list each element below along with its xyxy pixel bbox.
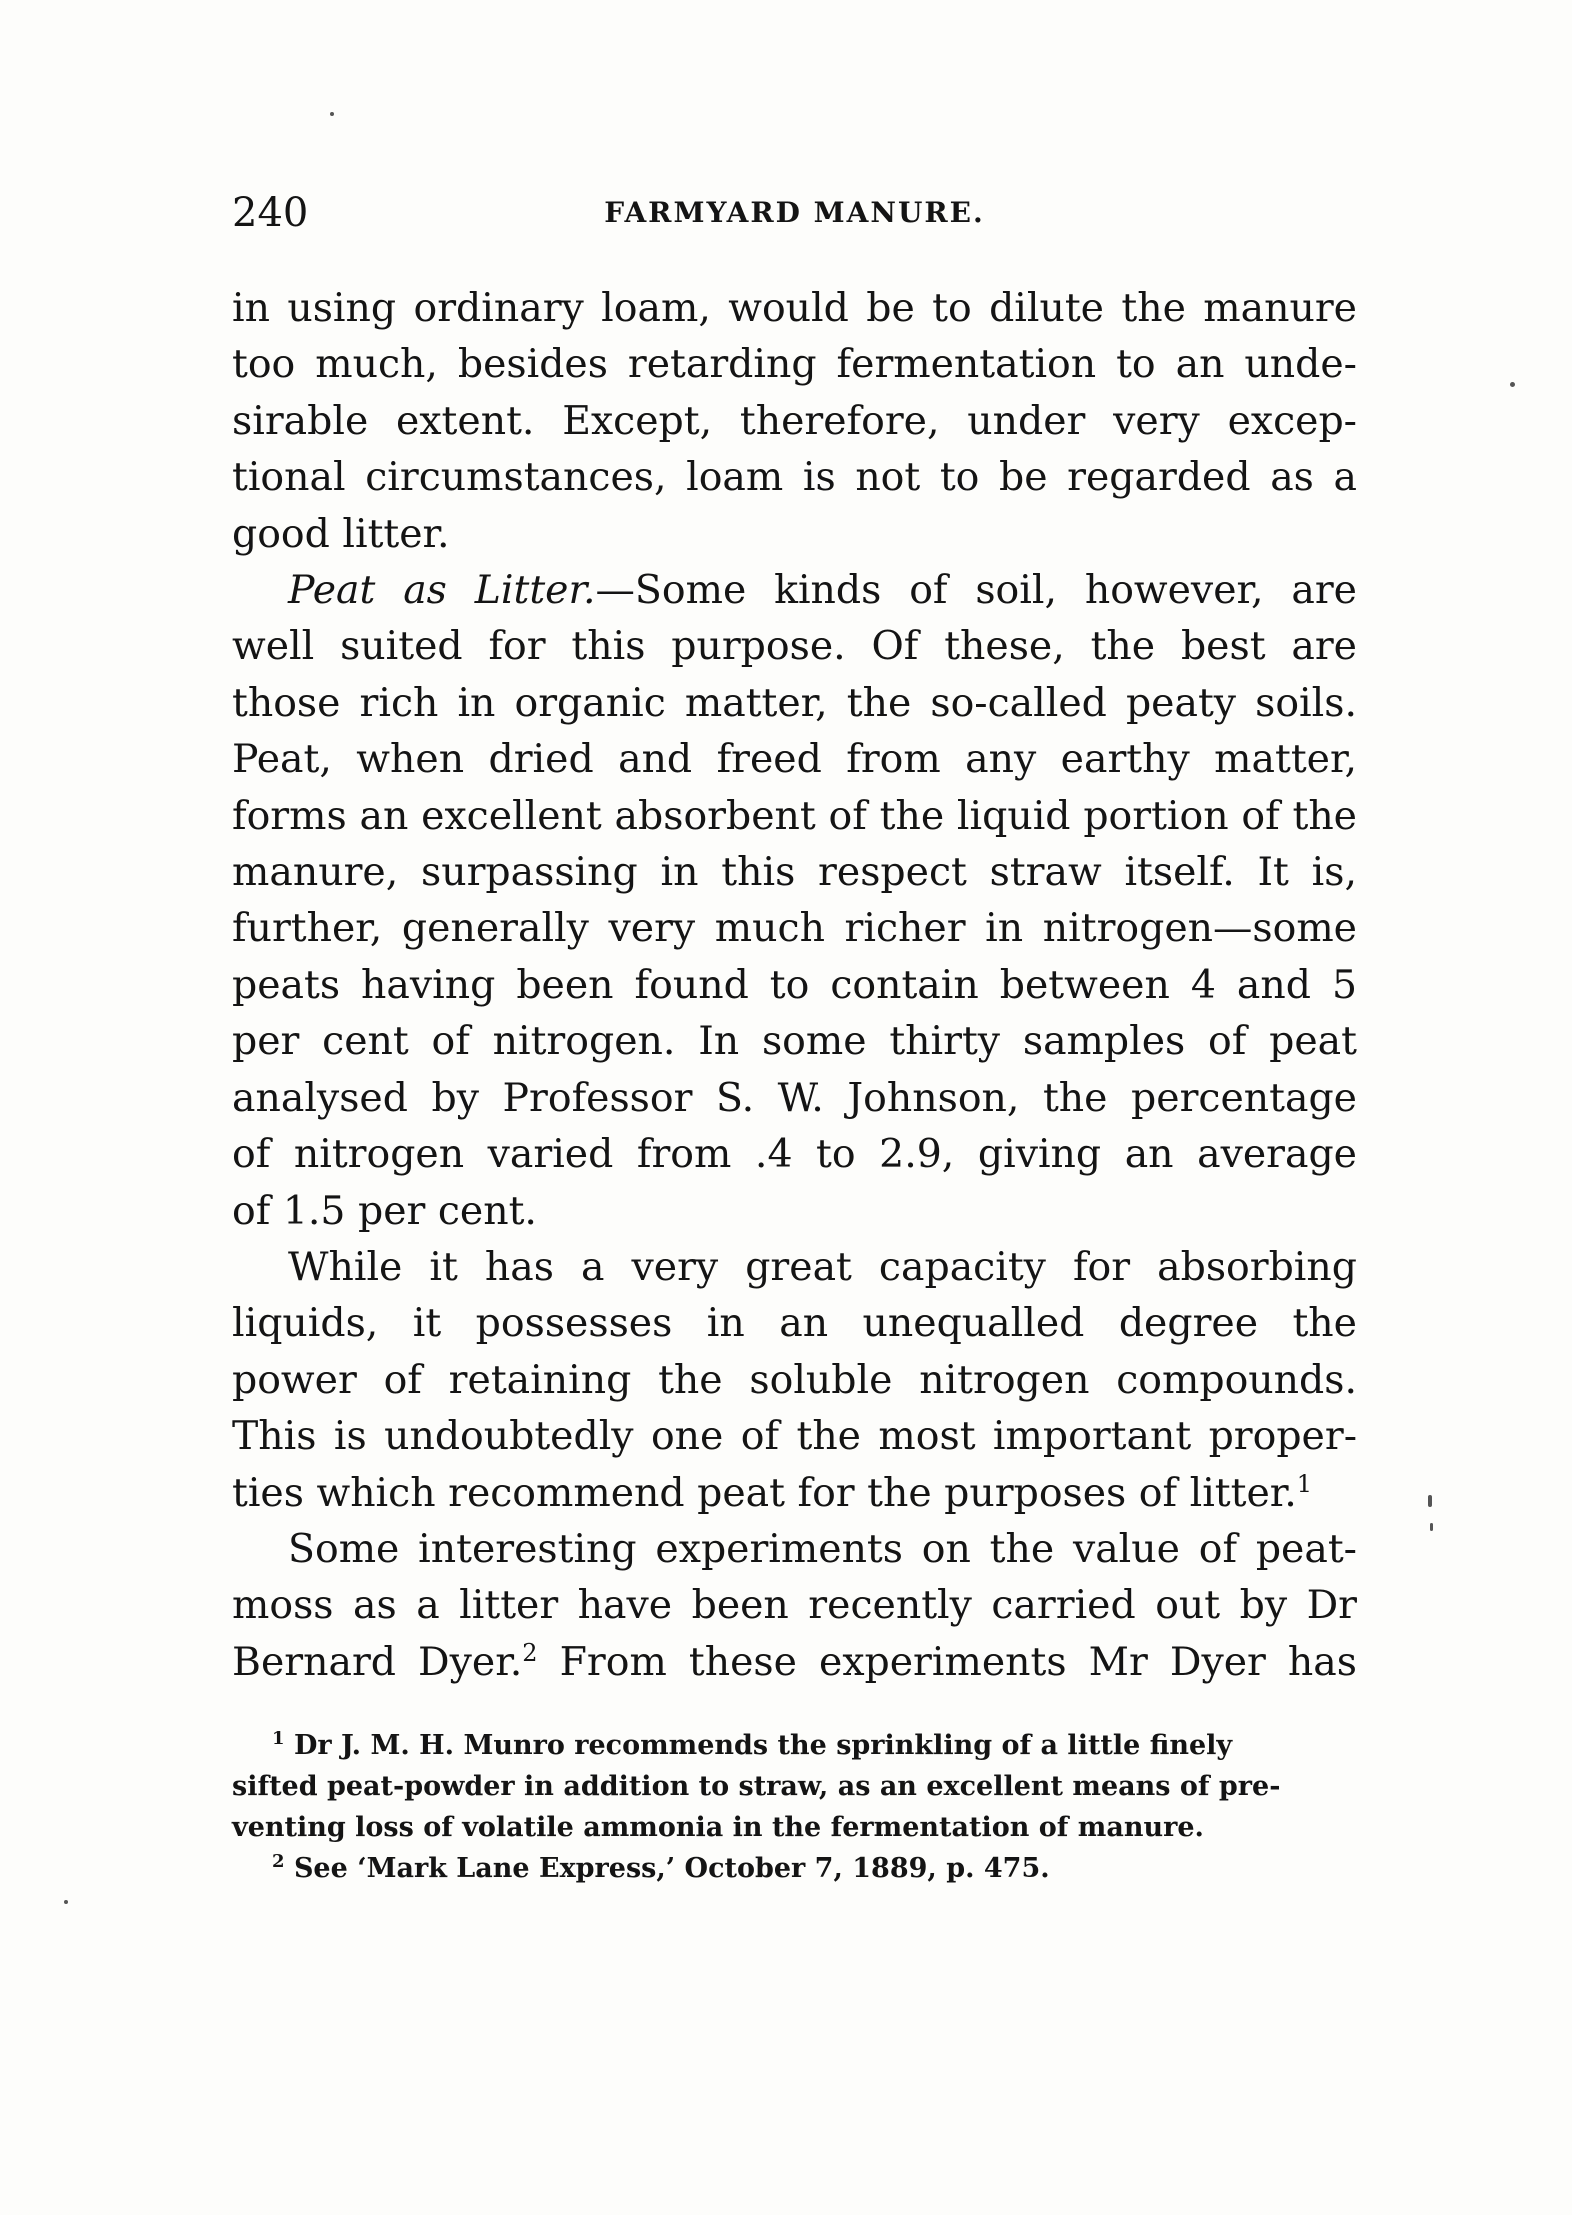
- text-line: of nitrogen varied from .4 to 2.9, giving an average: [232, 1131, 1357, 1178]
- text-line: forms an excellent absorbent of the liquid portion of the: [232, 792, 1357, 839]
- footnote-1-end: [232, 1807, 1357, 1848]
- text-line: analysed by Professor S. W. Johnson, the percentage: [232, 1074, 1357, 1121]
- footnote-1: [232, 1725, 1357, 1766]
- paragraph-3: [232, 1239, 1357, 1295]
- paragraph-2-end: [232, 1183, 1357, 1239]
- paragraph-3-cont: [232, 1295, 1357, 1464]
- footnote-mark: 1: [272, 1728, 285, 1749]
- scan-speck: [1430, 1523, 1433, 1531]
- text-line: While it has a very great capacity for absorbing: [288, 1243, 1357, 1290]
- footnotes: [232, 1725, 1357, 1889]
- body-text: [232, 280, 1357, 1690]
- footnote-ref-1[interactable]: 1: [1296, 1469, 1313, 1498]
- scan-speck: [1428, 1495, 1432, 1507]
- text-line: Peat, when dried and freed from any earthy matter,: [232, 736, 1357, 783]
- text-line: tional circumstances, loam is not to be regarded as a: [232, 454, 1357, 501]
- text-line: further, generally very much richer in nitrogen—some: [232, 905, 1357, 952]
- page-header: [232, 190, 1357, 250]
- paragraph-2-start: [232, 562, 1357, 618]
- footnote-ref-2[interactable]: 2: [522, 1638, 538, 1667]
- scan-speck: [1510, 382, 1515, 387]
- footnote-mark: 2: [272, 1851, 285, 1872]
- text-line: too much, besides retarding fermentation to an unde-: [232, 341, 1357, 388]
- section-heading: Peat as Litter.: [288, 567, 596, 614]
- text-line: in using ordinary loam, would be to dilute the manure: [232, 285, 1357, 331]
- paragraph-4-cont: [232, 1577, 1357, 1633]
- text-line: —Some kinds of soil, however, are: [595, 567, 1357, 614]
- text-line: those rich in organic matter, the so-called peaty soils.: [232, 679, 1357, 726]
- text-line: peats having been found to contain between 4 and 5: [232, 961, 1357, 1008]
- text-line: sirable extent. Except, therefore, under very excep-: [232, 397, 1357, 444]
- footnote-2: [232, 1848, 1357, 1889]
- text-line: good litter.: [232, 510, 450, 557]
- paragraph-1-end: [232, 506, 1357, 562]
- paragraph-3-end: [232, 1465, 1357, 1521]
- paragraph-1: [232, 280, 1357, 506]
- text-line: of 1.5 per cent.: [232, 1187, 537, 1234]
- paragraph-4: [232, 1521, 1357, 1577]
- text-line: ties which recommend peat for the purposes of litter.: [232, 1469, 1297, 1516]
- text-line: power of retaining the soluble nitrogen compounds.: [232, 1356, 1357, 1403]
- text-line: manure, surpassing in this respect straw itself. It is,: [232, 849, 1357, 896]
- paragraph-4-line-3: [232, 1634, 1357, 1690]
- paragraph-2: [232, 618, 1357, 1182]
- running-title: FARMYARD MANURE.: [604, 196, 985, 229]
- page-number: 240: [232, 190, 309, 236]
- scan-speck: [64, 1900, 68, 1904]
- footnote-text: See ‘Mark Lane Express,’ October 7, 1889, p. 475.: [293, 1853, 1050, 1884]
- footnote-line: Dr J. M. H. Munro recommends the sprinkling of a little finely: [293, 1730, 1233, 1761]
- text-line: well suited for this purpose. Of these, the best are: [232, 623, 1357, 670]
- text-line: From these experiments Mr Dyer has: [537, 1638, 1357, 1685]
- footnote-1-cont: [232, 1766, 1357, 1807]
- text-line: per cent of nitrogen. In some thirty samples of peat: [232, 1018, 1357, 1065]
- text-line: Some interesting experiments on the value of peat-: [288, 1525, 1357, 1572]
- footnote-line: venting loss of volatile ammonia in the fermentation of manure.: [232, 1812, 1204, 1843]
- footnote-line: sifted peat-powder in addition to straw, as an excellent means of pre-: [232, 1771, 1281, 1802]
- text-line: moss as a litter have been recently carried out by Dr: [232, 1582, 1357, 1629]
- text-line: Bernard Dyer.: [232, 1638, 523, 1685]
- text-line: liquids, it possesses in an unequalled degree the: [232, 1300, 1357, 1347]
- scan-speck: [330, 112, 334, 116]
- text-line: This is undoubtedly one of the most important proper-: [232, 1413, 1357, 1460]
